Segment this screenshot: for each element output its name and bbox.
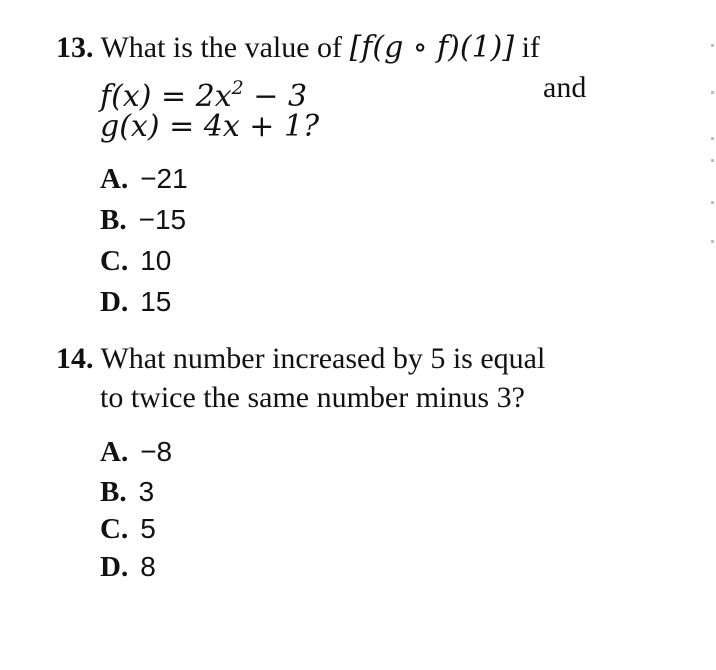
question-13-f-definition: $f(x) = 2x^2 - 3$ (100, 77, 308, 114)
question-14-line-2: to twice the same number minus 3? (100, 381, 525, 414)
question-14 (56, 341, 545, 377)
scan-mark (711, 159, 714, 162)
question-14-option-d[interactable]: D. 8 (100, 551, 156, 583)
scan-mark (711, 201, 714, 204)
scan-mark (711, 91, 714, 94)
question-13-option-c[interactable]: C. 10 (100, 245, 172, 277)
question-13-number: 13. (56, 31, 94, 64)
question-13-and: and (543, 71, 587, 104)
question-14-option-b[interactable]: B. 3 (100, 476, 155, 508)
scan-mark (711, 137, 714, 140)
scan-mark (711, 240, 714, 243)
question-13-option-b[interactable]: B. −15 (100, 204, 187, 236)
question-13-expression: [f(g ∘ f)(1)] (349, 30, 515, 65)
question-13-option-d[interactable]: D. 15 (100, 286, 172, 318)
question-14-option-c[interactable]: C. 5 (100, 513, 156, 545)
question-13-option-a[interactable]: A. −21 (100, 163, 188, 195)
question-13-if: if (521, 31, 540, 64)
question-14-line-1: What number increased by 5 is equal (100, 342, 546, 375)
question-13-prompt: What is the value of (100, 31, 343, 64)
question-14-number: 14. (56, 342, 94, 375)
scan-mark (711, 44, 714, 47)
question-13 (56, 30, 540, 66)
question-13-g-definition: g(x) = 4x + 1? (100, 109, 320, 144)
question-14-option-a[interactable]: A. −8 (100, 436, 173, 468)
